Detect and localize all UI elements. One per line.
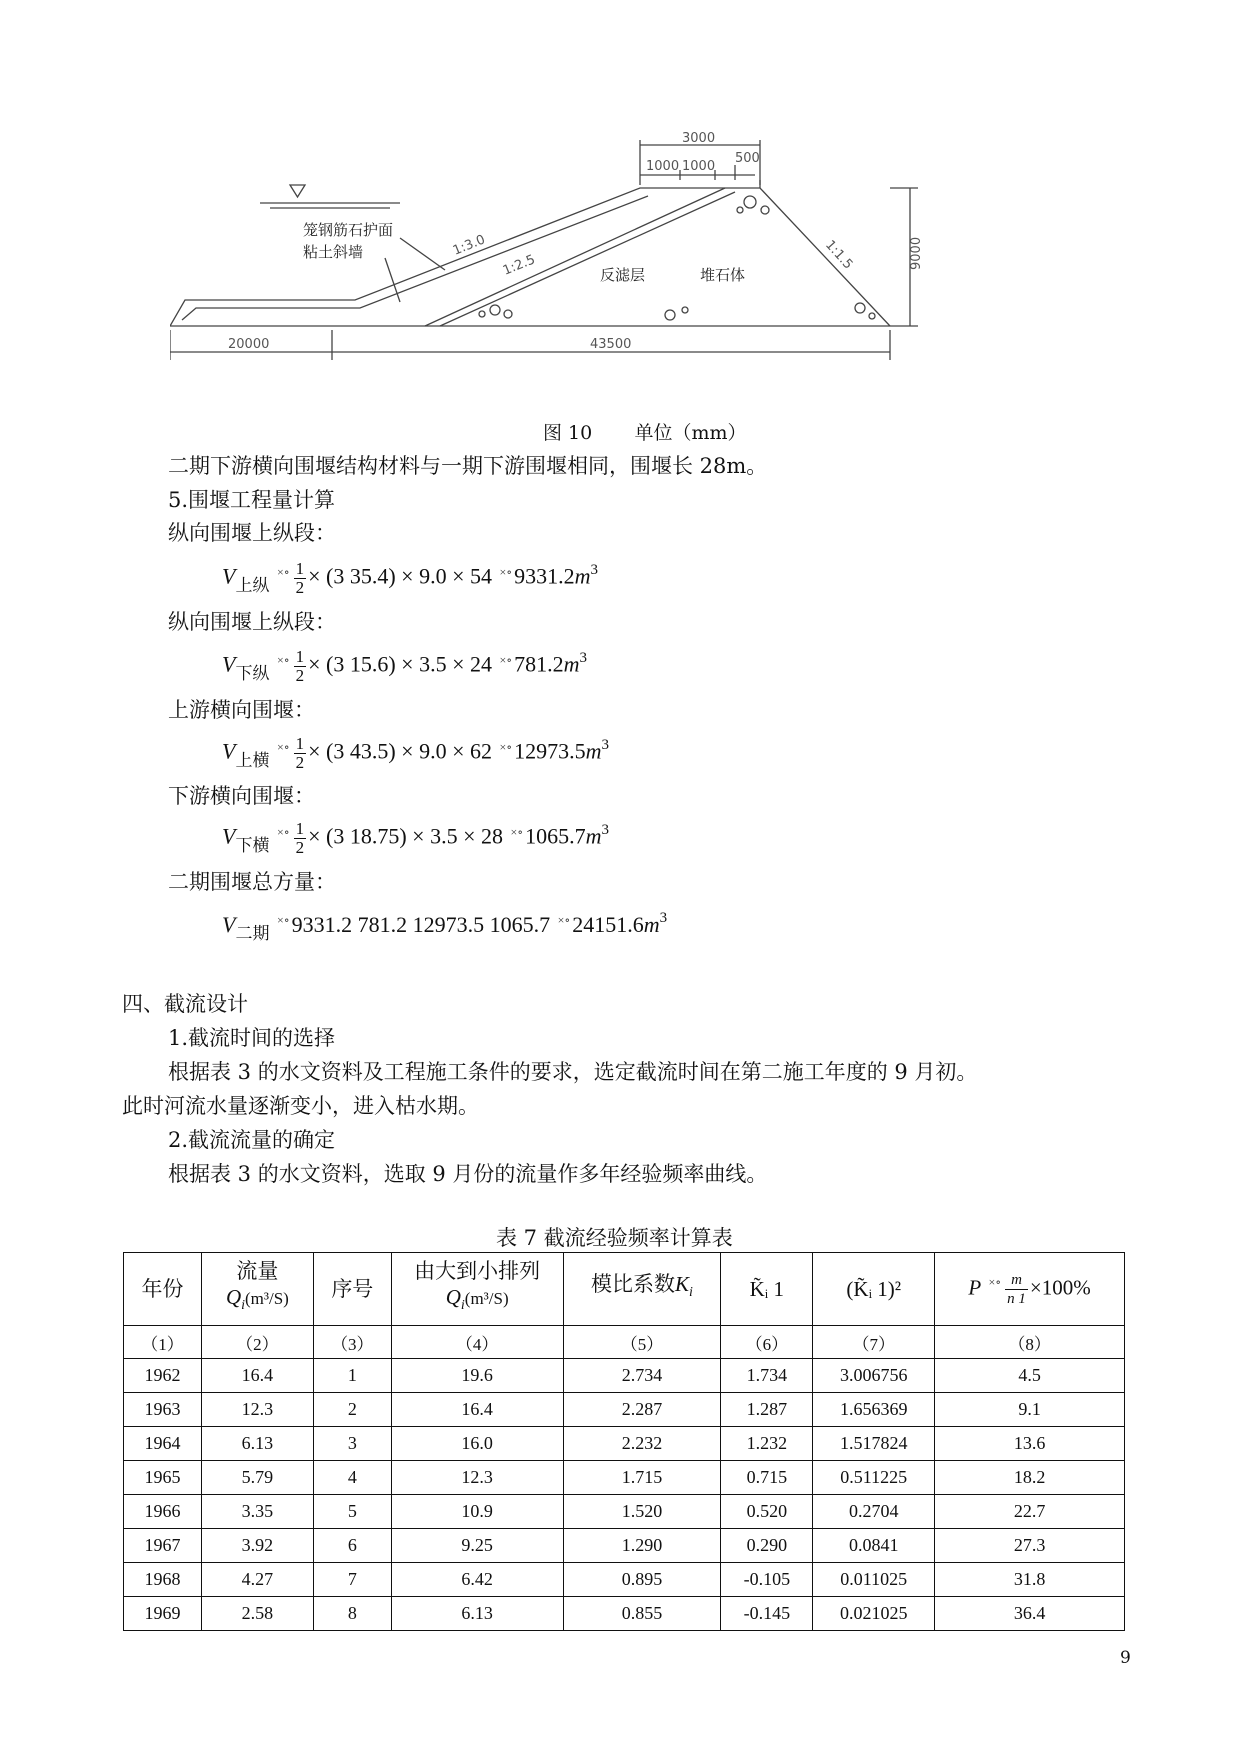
table-index-row: （1） （2） （3） （4） （5） （6） （7） （8） xyxy=(124,1326,1125,1359)
table-cell: 16.4 xyxy=(201,1359,313,1393)
header-frequency: P ×∘ $\frac{m}{n 1}$ ×100% xyxy=(935,1253,1125,1326)
formula-unit: m xyxy=(574,563,591,589)
formula-upper-longitudinal: $V_{上纵}$ ×∘ $\frac{1}{2}$ × (3 35.4) × 9.0 × 54 $^{\times\circ}9331.2m^3$ xyxy=(222,559,599,597)
table-cell: 2.58 xyxy=(201,1597,313,1631)
table-cell: 0.511225 xyxy=(813,1461,935,1495)
dim-top-b: 1000 xyxy=(682,159,716,174)
label-filter: 反滤层 xyxy=(600,266,646,284)
subheading-upstream-transverse: 上游横向围堰： xyxy=(168,698,315,722)
table-cell: 1967 xyxy=(124,1529,202,1563)
table-cell: 1969 xyxy=(124,1597,202,1631)
table-cell: 4 xyxy=(313,1461,391,1495)
table-cell: 8 xyxy=(313,1597,391,1631)
table-cell: 7 xyxy=(313,1563,391,1597)
table-cell: 6.13 xyxy=(201,1427,313,1461)
table-cell: 13.6 xyxy=(935,1427,1125,1461)
table-cell: 0.0841 xyxy=(813,1529,935,1563)
subheading-total-volume: 二期围堰总方量： xyxy=(168,870,336,894)
table-cell: 4.27 xyxy=(201,1563,313,1597)
subheading-upper-longitudinal: 纵向围堰上纵段： xyxy=(168,521,336,545)
table-cell: 1.734 xyxy=(721,1359,813,1393)
table-header-row xyxy=(124,1253,1125,1326)
table-cell: 0.855 xyxy=(563,1597,721,1631)
table-cell: 1.517824 xyxy=(813,1427,935,1461)
formula-result: 9331.2 xyxy=(514,563,575,589)
label-clay-wall: 粘土斜墙 xyxy=(303,243,364,261)
figure-number: 图 10 xyxy=(543,422,593,444)
header-flow: 流量 $Q_i(m^3/S)$ xyxy=(201,1253,313,1326)
slope-label-1: 1:3.0 xyxy=(450,232,488,259)
table-row xyxy=(124,1563,1125,1597)
table-cell: 0.715 xyxy=(721,1461,813,1495)
paragraph-closure-time-a: 根据表 3 的水文资料及工程施工条件的要求，选定截流时间在第二施工年度的 9 月初。 xyxy=(168,1060,978,1084)
table-cell: 12.3 xyxy=(391,1461,563,1495)
dim-top-a: 1000 xyxy=(646,159,680,174)
header-modulus-coefficient: 模比系数$K_i$ xyxy=(563,1253,721,1326)
table-cell: 5 xyxy=(313,1495,391,1529)
table-cell: 2.734 xyxy=(563,1359,721,1393)
table-cell: 0.2704 xyxy=(813,1495,935,1529)
table-row xyxy=(124,1461,1125,1495)
table-cell: 3 xyxy=(313,1427,391,1461)
formula-var: V xyxy=(222,563,236,589)
table-cell: 22.7 xyxy=(935,1495,1125,1529)
formula-lower-longitudinal: $V_{下纵}$ ×∘ $\frac{1}{2}$ × (3 15.6) × 3.5 × 24 $^{\times\circ}781.2m^3$ xyxy=(222,647,588,685)
table-cell: 3.006756 xyxy=(813,1359,935,1393)
header-sorted-flow: 由大到小排列 $Q_i(m^3/S)$ xyxy=(391,1253,563,1326)
slope-label-3: 1:1.5 xyxy=(822,237,856,273)
paragraph-downstream-cofferdam: 二期下游横向围堰结构材料与一期下游围堰相同，围堰长 28m。 xyxy=(168,454,768,478)
dim-top-total: 3000 xyxy=(682,131,716,146)
table-cell: -0.145 xyxy=(721,1597,813,1631)
table-cell: 1 xyxy=(313,1359,391,1393)
cofferdam-section-drawing xyxy=(170,130,1070,410)
label-cage-cover: 笼钢筋石护面 xyxy=(303,221,394,239)
table-cell: 3.92 xyxy=(201,1529,313,1563)
table-cell: 1962 xyxy=(124,1359,202,1393)
table-cell: 1.287 xyxy=(721,1393,813,1427)
fraction-half: $\frac{1}{2}$ xyxy=(295,559,305,597)
heading-closure-time: 1.截流时间的选择 xyxy=(168,1026,336,1050)
table-cell: 1.290 xyxy=(563,1529,721,1563)
table-cell: 1968 xyxy=(124,1563,202,1597)
table-cell: 2.287 xyxy=(563,1393,721,1427)
table-cell: 12.3 xyxy=(201,1393,313,1427)
table-cell: 0.290 xyxy=(721,1529,813,1563)
table-cell: 1.656369 xyxy=(813,1393,935,1427)
table-cell: 31.8 xyxy=(935,1563,1125,1597)
slope-label-2: 1:2.5 xyxy=(500,252,538,279)
table-row xyxy=(124,1359,1125,1393)
cofferdam-section-figure xyxy=(170,130,1070,410)
table-row xyxy=(124,1529,1125,1563)
table-cell: 6.13 xyxy=(391,1597,563,1631)
table-cell: 9.25 xyxy=(391,1529,563,1563)
table-cell: -0.105 xyxy=(721,1563,813,1597)
equals-glyph: ×∘ xyxy=(276,564,290,579)
table-row xyxy=(124,1495,1125,1529)
header-year: 年份 xyxy=(124,1253,202,1326)
table-cell: 1965 xyxy=(124,1461,202,1495)
formula-upstream-transverse: $V_{上横}$ ×∘ $\frac{1}{2}$ × (3 43.5) × 9.0 × 62 $^{\times\circ}12973.5m^3$ xyxy=(222,734,610,772)
table-cell: 3.35 xyxy=(201,1495,313,1529)
table-cell: 9.1 xyxy=(935,1393,1125,1427)
header-k-minus-one: K̃ᵢ 1 xyxy=(721,1253,813,1326)
table-cell: 0.520 xyxy=(721,1495,813,1529)
table-cell: 2 xyxy=(313,1393,391,1427)
subheading-downstream-transverse: 下游横向围堰： xyxy=(168,784,315,808)
table-cell: 16.4 xyxy=(391,1393,563,1427)
frequency-table xyxy=(123,1252,1125,1631)
table-cell: 19.6 xyxy=(391,1359,563,1393)
table-cell: 5.79 xyxy=(201,1461,313,1495)
table-cell: 0.895 xyxy=(563,1563,721,1597)
dim-bottom-right: 43500 xyxy=(590,337,632,352)
dim-top-c: 500 xyxy=(735,151,760,166)
formula-total-volume: $V_{二期}$ ×∘9331.2 781.2 12973.5 1065.7 $^{\times\circ}24151.6m^3$ xyxy=(222,910,668,943)
table-cell: 36.4 xyxy=(935,1597,1125,1631)
paragraph-closure-flow: 根据表 3 的水文资料，选取 9 月份的流量作多年经验频率曲线。 xyxy=(168,1162,768,1186)
figure-unit: 单位（mm） xyxy=(634,422,747,444)
formula-body: × (3 35.4) × 9.0 × 54 xyxy=(308,563,492,589)
header-k-minus-one-squared: (K̃ᵢ 1)² xyxy=(813,1253,935,1326)
table-row xyxy=(124,1427,1125,1461)
table-cell: 1.520 xyxy=(563,1495,721,1529)
dim-height: 9000 xyxy=(909,236,924,270)
table-cell: 6 xyxy=(313,1529,391,1563)
table-body xyxy=(124,1359,1125,1631)
heading-closure-flow: 2.截流流量的确定 xyxy=(168,1128,336,1152)
table-cell: 1964 xyxy=(124,1427,202,1461)
table-caption: 表 7 截流经验频率计算表 xyxy=(496,1226,733,1250)
table-cell: 0.021025 xyxy=(813,1597,935,1631)
page-number: 9 xyxy=(1120,1648,1131,1668)
table-cell: 1.232 xyxy=(721,1427,813,1461)
table-cell: 16.0 xyxy=(391,1427,563,1461)
table-cell: 27.3 xyxy=(935,1529,1125,1563)
formula-downstream-transverse: $V_{下横}$ ×∘ $\frac{1}{2}$ × (3 18.75) × 3.5 × 28 $^{\times\circ}1065.7m^3$ xyxy=(222,819,610,857)
equals-glyph: ×∘ xyxy=(499,564,513,579)
subheading-lower-longitudinal: 纵向围堰上纵段： xyxy=(168,610,336,634)
section-heading-closure: 四、截流设计 xyxy=(122,992,248,1016)
formula-sub: 上纵 xyxy=(235,575,270,595)
table-cell: 2.232 xyxy=(563,1427,721,1461)
heading-quantity-calc: 5.围堰工程量计算 xyxy=(168,488,336,512)
table-cell: 4.5 xyxy=(935,1359,1125,1393)
table-cell: 10.9 xyxy=(391,1495,563,1529)
table-cell: 1963 xyxy=(124,1393,202,1427)
table-cell: 18.2 xyxy=(935,1461,1125,1495)
table-row xyxy=(124,1393,1125,1427)
table-cell: 6.42 xyxy=(391,1563,563,1597)
table-cell: 0.011025 xyxy=(813,1563,935,1597)
label-rockfill: 堆石体 xyxy=(700,266,746,284)
dim-bottom-left: 20000 xyxy=(228,337,270,352)
paragraph-closure-time-b: 此时河流水量逐渐变小，进入枯水期。 xyxy=(122,1094,479,1118)
table-cell: 1966 xyxy=(124,1495,202,1529)
header-rank: 序号 xyxy=(313,1253,391,1326)
figure-caption xyxy=(543,418,747,445)
table-row xyxy=(124,1597,1125,1631)
table-cell: 1.715 xyxy=(563,1461,721,1495)
